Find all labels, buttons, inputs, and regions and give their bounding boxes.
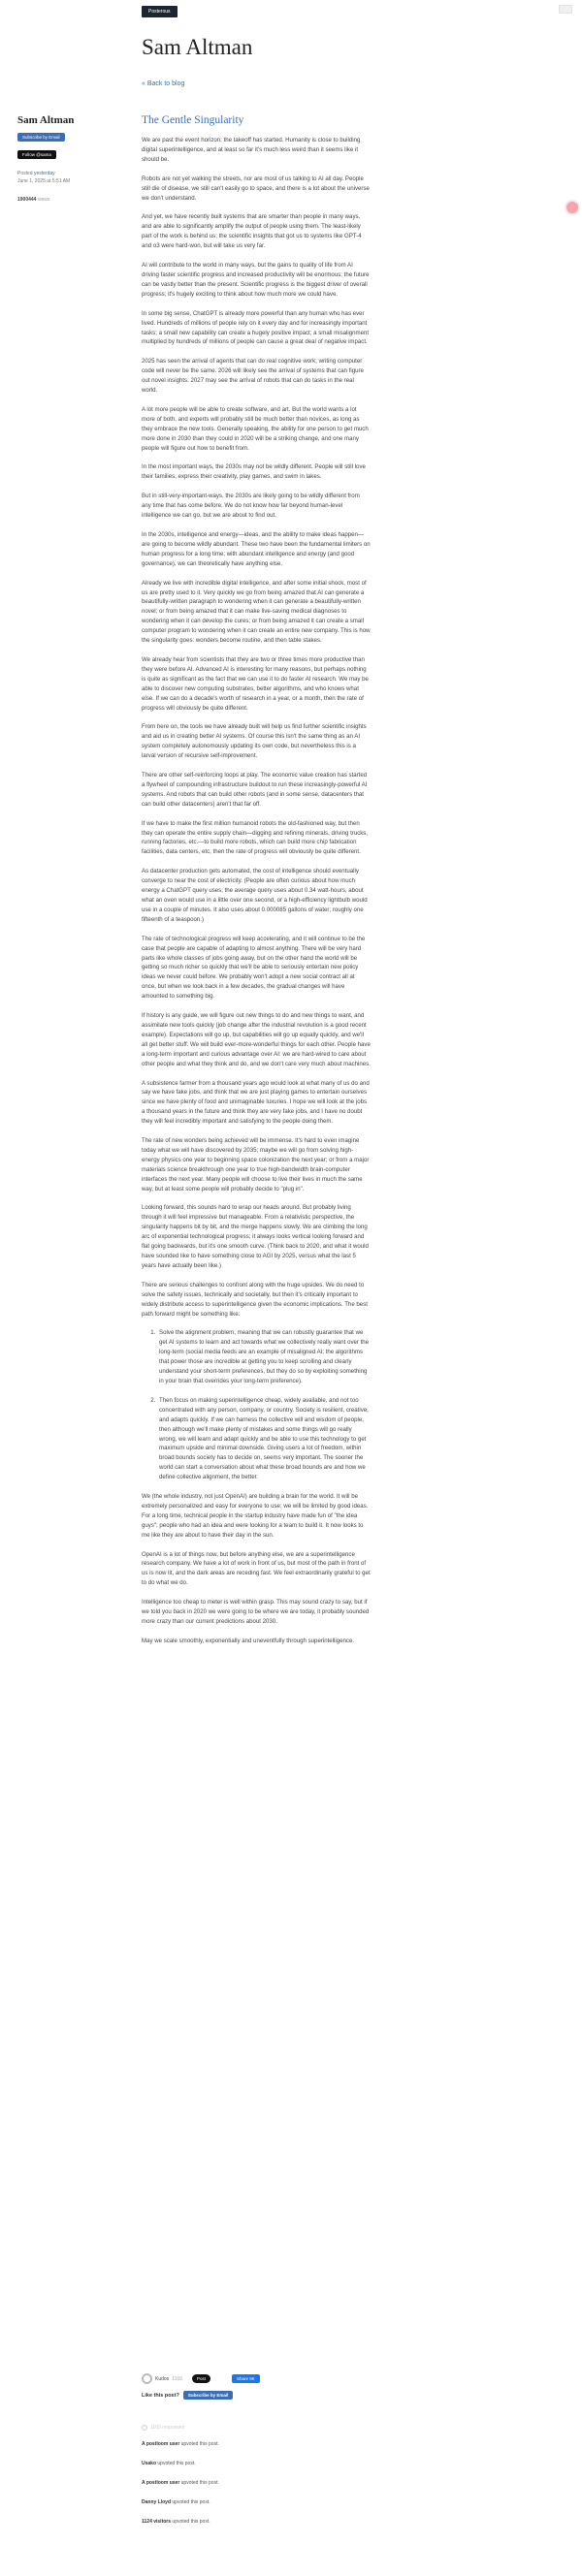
responses-icon <box>142 2425 147 2431</box>
post-paragraph: In the 2030s, intelligence and energy—ideas, and the ability to make ideas happen—are going to become wildly abundant. These two have been the fundamental limiters on human progress for a long time; with abundant intelligence and energy (and good governance), we can theoretically have anything else. <box>142 531 371 567</box>
posted-prefix: Posted <box>17 171 33 176</box>
upvote-text: upvoted this post. <box>180 2441 219 2447</box>
facebook-share-button[interactable]: Share 9K <box>232 2374 260 2383</box>
posted-date-link[interactable]: yesterday <box>33 171 55 176</box>
upvoter-name[interactable]: A postloom user <box>142 2480 180 2486</box>
posted-detail: June 1, 2025 at 5:51 AM <box>17 177 71 184</box>
post-paragraph: We already hear from scientists that they are two or three times more productive than they were before AI. Advanced AI is interesting for many reasons, but perhaps nothing is quite as significant as the fact that we can use it to do faster AI research. We may be able to discover new computing substrates, better algorithms, and who knows what else. If we can do a decade's worth of research in a year, or a month, then the rate of progress will obviously be quite different. <box>142 655 369 712</box>
top-bar <box>142 0 178 17</box>
like-this-post <box>142 2391 233 2400</box>
post-paragraph: And yet, we have recently built systems that are smarter than people in many ways, and are able to significantly amplify the output of people using them. The least-likely part of the work is behind us; the scientific insights that got us to systems like GPT-4 and o3 were hard-won, but will take us very far. <box>142 213 362 250</box>
upvote-entry <box>142 2480 219 2486</box>
floating-kudos-icon[interactable] <box>565 200 580 215</box>
upvoter-name[interactable]: Usako <box>142 2461 157 2466</box>
post-paragraph: From here on, the tools we have already built will help us find further scientific insights and aid us in creating better AI systems. Of course this isn't the same thing as an AI system completely autonomously updating its own code, but nevertheless this is a larval version of recursive self-improvement. <box>142 723 367 760</box>
site-title[interactable]: Sam Altman <box>142 35 253 59</box>
kudos-label: Kudos <box>155 2375 170 2382</box>
kudos-count: 1169 <box>172 2375 182 2382</box>
post-paragraph: There are serious challenges to confront along with the huge upsides. We do need to solve the safety issues, technically and societally, but then it's critically important to widely distribute access to superintelligence given the economic implications. The best path forward might be something like: <box>142 1281 368 1318</box>
post-paragraph: Robots are not yet walking the streets, nor are most of us talking to AI all day. People still die of disease, we still can't easily go to space, and there is a lot about the universe we don't understand. <box>142 175 370 202</box>
upvote-text: upvoted this post. <box>157 2461 196 2466</box>
post-paragraph: AI will contribute to the world in many ways, but the gains to quality of life from AI driving faster scientific progress and increased productivity will be enormous; the future can be vastly better than the present. Scientific progress is the biggest driver of overall progress; it's hugely exciting to think about how much more we could have. <box>142 262 370 298</box>
post-paragraph: In some big sense, ChatGPT is already more powerful than any human who has ever lived. Hundreds of millions of people rely on it every day and for increasingly important tasks; a small new capability can create a hugely positive impact; a small misalignment multiplied by hundreds of millions of people can cause a great deal of negative impact. <box>142 309 370 346</box>
post-paragraph: There are other self-reinforcing loops at play. The economic value creation has started a flywheel of compounding infrastructure buildout to run these increasingly-powerful AI systems. And robots that can build other robots (and in some sense, datacenters that can build other datacenters) aren't that far off. <box>142 772 368 808</box>
post-paragraph: We are past the event horizon; the takeoff has started. Humanity is close to building digital superintelligence, and at least so far it's much less weird than it seems like it should be. <box>142 137 361 163</box>
post-paragraph: If history is any guide, we will figure out new things to do and new things to want, and assimilate new tools quickly (job change after the industrial revolution is a good recent example). Expectations will go up, but capabilities will go up equally quickly, and we'll all get better stuff. We will build ever-more-wonderful things for each other. People have a long-term important and curious advantage over AI: we are hard-wired to care about other people and what they think and do, and we don't care very much about machines. <box>142 1012 371 1067</box>
upvoter-name[interactable]: 1124 visitors <box>142 2519 172 2525</box>
upvote-entry <box>142 2441 219 2447</box>
like-subscribe-button[interactable]: Subscribe by Email <box>183 2391 234 2400</box>
upvote-entry <box>142 2499 210 2505</box>
upvote-text: upvoted this post. <box>172 2499 210 2505</box>
post-list-item: 2. Then focus on making superintelligence cheap, widely available, and not too concentrated with any person, company, or country. Society is resilient, creative, and adapts quickly. If we can harness the collective will and wisdom of people, then although we'll make plenty of mistakes and some things will go really wrong, we will learn and adapt quickly and be able to use this technology to get maximum upside and minimal downside. Giving users a lot of freedom, within broad bounds society has to decide on, seems very important. The sooner the world can start a conversation about what these broad bounds are and how we define collective alignment, the better. <box>157 1396 371 1482</box>
post-list-item: 1. Solve the alignment problem, meaning that we can robustly guarantee that we get AI systems to learn and act towards what we collectively really want over the long-term (social media feeds are an example of misaligned AI; the algorithms that power those are incredible at getting you to keep scrolling and clearly understand your short-term preferences, but they do so by exploiting something in your brain that overrides your long-term preference). <box>157 1328 371 1385</box>
post-paragraph: The rate of technological progress will keep accelerating, and it will continue to be the case that people are capable of adapting to almost anything. There will be very hard parts like whole classes of jobs going away, but on the other hand the world will be getting so much richer so quickly that we'll be able to seriously entertain new policy ideas we never could before. We probably won't adopt a new social contract all at once, but when we look back in a few decades, the gradual changes will have amounted to something big. <box>142 935 366 1001</box>
like-label: Like this post? <box>142 2392 179 2399</box>
post-paragraph: The rate of new wonders being achieved will be immense. It's hard to even imagine today what we will have discovered by 2035; maybe we will go from solving high-energy physics one year to beginning space colonization the next year; or from a major materials science breakthrough one year to true high-bandwidth brain-computer interfaces the next year. Many people will choose to live their lives in much the same way, but at least some people will probably decide to "plug in". <box>142 1137 370 1193</box>
kudos-circle-icon[interactable] <box>142 2373 152 2384</box>
author-name[interactable]: Sam Altman <box>17 114 75 126</box>
responses-label: 1169 responses <box>150 2425 185 2431</box>
post-paragraph: Intelligence too cheap to meter is well within grasp. This may sound crazy to say, but if we told you back in 2020 we were going to be where we are today, it probably sounded more crazy than our current predictions about 2030. <box>142 1599 370 1625</box>
post-paragraphs <box>142 136 371 1319</box>
kudos-widget[interactable] <box>142 2373 182 2384</box>
upvote-entry <box>142 2519 210 2525</box>
upvoter-name[interactable]: Danny Lloyd <box>142 2499 172 2505</box>
post-title[interactable]: The Gentle Singularity <box>142 114 244 126</box>
sidebar <box>17 114 124 203</box>
post-paragraph: Already we live with incredible digital intelligence, and after some initial shock, most of us are pretty used to it. Very quickly we go from being amazed that AI can generate a beautifully-written paragraph to wondering when it can generate a beautifully-written novel; or from being amazed that it can make live-saving medical diagnoses to wondering when it can develop the cures; or from being amazed it can create a small computer program to wondering when it can create an entire new company. This is how the singularity goes: wonders become routine, and then table stakes. <box>142 579 371 645</box>
post-paragraph: If we have to make the first million humanoid robots the old-fashioned way, but then they can operate the entire supply chain—digging and refining minerals, driving trucks, running factories, etc.—to build more robots, which can build more chip fabrication facilities, data centers, etc, then the rate of progress will obviously be quite different. <box>142 819 369 856</box>
x-post-button[interactable]: Post <box>192 2374 210 2383</box>
upvote-text: upvoted this post. <box>180 2480 219 2486</box>
corner-close-icon[interactable] <box>559 5 572 14</box>
post-paragraph: 2025 has seen the arrival of agents that can do real cognitive work; writing computer code will never be the same. 2026 will likely see the arrival of systems that can figure out novel insights. 2027 may see the arrival of robots that can do tasks in the real world. <box>142 358 364 395</box>
subscribe-email-button[interactable]: Subscribe by Email <box>17 133 65 142</box>
posted-info <box>17 171 124 185</box>
share-row <box>142 2373 260 2384</box>
post-paragraph: May we scale smoothly, exponentially and uneventfully through superintelligence. <box>142 1637 355 1644</box>
views-label: views <box>37 197 50 203</box>
follow-button[interactable]: Follow @sama <box>17 150 56 159</box>
post-paragraph: OpenAI is a lot of things now, but before anything else, we are a superintelligence research company. We have a lot of work in front of us, but most of the path in front of us is now lit, and the dark areas are receding fast. We feel extraordinarily grateful to get to do what we do. <box>142 1550 371 1587</box>
post-paragraph: But in still-very-important-ways, the 2030s are likely going to be wildly different from any time that has come before. We do not know how far beyond human-level intelligence we can go, but we are about to find out. <box>142 493 360 520</box>
post-paragraph: As datacenter production gets automated, the cost of intelligence should eventually converge to near the cost of electricity. (People are often curious about how much energy a ChatGPT query uses; the average query uses about 0.34 watt-hours, about what an oven would use in a little over one second, or a high-efficiency lightbulb would use in a couple of minutes. It also uses about 0.000085 gallons of water; roughly one fifteenth of a teaspoon.) <box>142 868 368 923</box>
view-count <box>17 197 124 203</box>
post-paragraph: In the most important ways, the 2030s may not be wildly different. People will still love their families, express their creativity, play games, and swim in lakes. <box>142 463 366 481</box>
post-body <box>142 114 371 1656</box>
posterous-button[interactable]: Posterous <box>142 6 178 17</box>
post-closing <box>142 1492 371 1646</box>
post-paragraph: We (the whole industry, not just OpenAI) are building a brain for the world. It will be extremely personalized and easy for everyone to use; we will be limited by good ideas. For a long time, technical people in the startup industry have made fun of "the idea guys"; people who had an idea and were looking for a team to build it. It now looks to me like they are about to have their day in the sun. <box>142 1493 369 1539</box>
post-paragraph: Looking forward, this sounds hard to wrap our heads around. But probably living through it will feel impressive but manageable. From a relativistic perspective, the singularity happens bit by bit, and the merge happens slowly. We are climbing the long arc of exponential technological progress; it always looks vertical looking forward and flat going backwards, but it's one smooth curve. (Think back to 2020, and what it would have sounded like to have something close to AGI by 2025, versus what the last 5 years have actually been like.) <box>142 1204 369 1269</box>
post-paragraph: A subsistence farmer from a thousand years ago would look at what many of us do and say we have fake jobs, and think that we are just playing games to entertain ourselves since we have plenty of food and unimaginable luxuries. I hope we will look at the jobs a thousand years in the future and think they are very fake jobs, and I have no doubt they will feel incredibly important and satisfying to the people doing them. <box>142 1079 370 1126</box>
post-list <box>157 1328 371 1482</box>
back-to-blog-link[interactable]: « Back to blog <box>142 80 185 87</box>
upvote-text: upvoted this post. <box>172 2519 210 2525</box>
upvoter-name[interactable]: A postloom user <box>142 2441 180 2447</box>
responses-summary <box>142 2425 184 2431</box>
views-number: 1900444 <box>17 197 37 203</box>
post-paragraph: A lot more people will be able to create software, and art. But the world wants a lot more of both, and experts will probably still be much better than novices, as long as they embrace the new tools. Generally speaking, the ability for one person to get much more done in 2030 than they could in 2020 will be a striking change, and one many people will figure out how to benefit from. <box>142 405 369 452</box>
upvote-entry <box>142 2461 196 2466</box>
